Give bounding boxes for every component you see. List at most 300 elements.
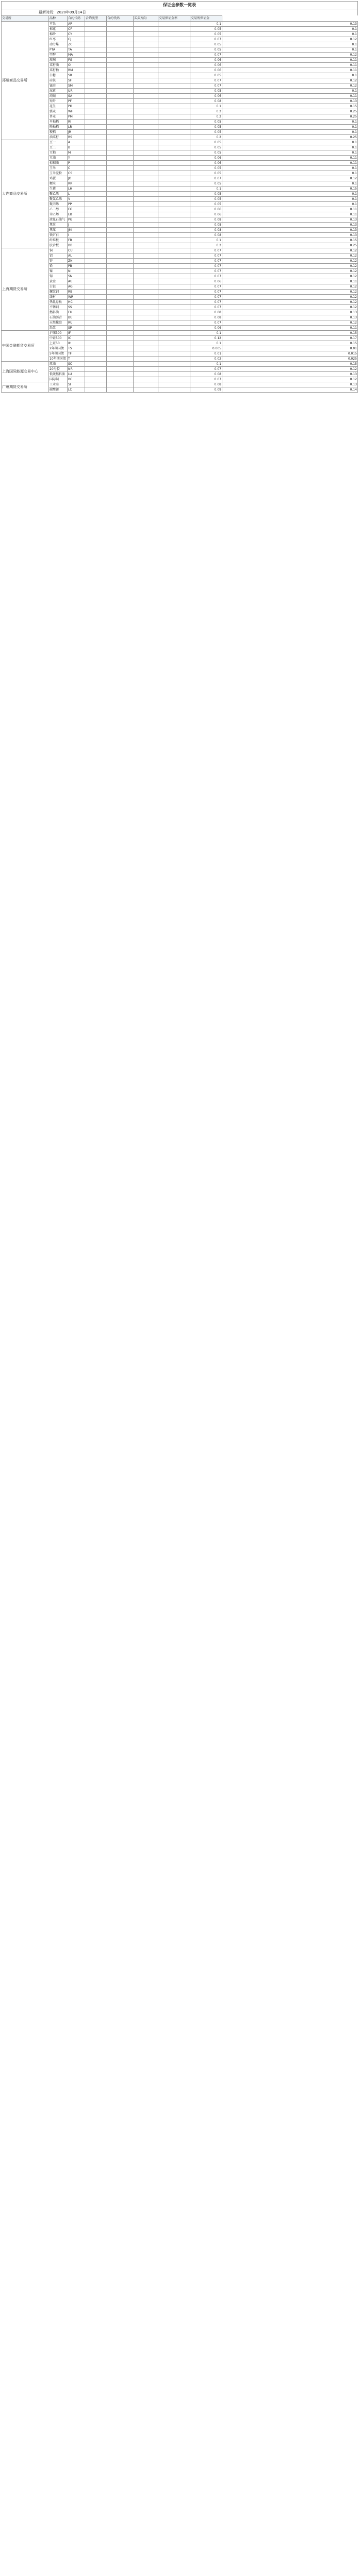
table-cell	[85, 150, 107, 156]
table-cell: 粳稻	[49, 130, 68, 135]
table-cell	[134, 217, 158, 223]
table-cell	[85, 238, 107, 243]
table-cell: 0.07	[190, 259, 222, 264]
table-cell	[85, 233, 107, 238]
table-cell	[134, 248, 158, 253]
table-cell	[158, 114, 190, 120]
table-cell	[85, 259, 107, 264]
table-row	[2, 58, 358, 63]
table-cell	[134, 32, 158, 37]
table-cell: 0.07	[190, 176, 222, 181]
table-cell	[134, 362, 158, 367]
table-row	[2, 109, 358, 114]
table-cell: 0.05	[190, 166, 222, 171]
table-cell	[107, 217, 134, 223]
table-cell: 0.05	[190, 73, 222, 78]
table-cell	[107, 351, 134, 357]
table-cell: 0.05	[190, 202, 222, 207]
table-cell	[107, 89, 134, 94]
table-cell	[107, 109, 134, 114]
table-cell: 乙二醇	[49, 207, 68, 212]
table-row	[2, 42, 358, 47]
table-cell	[134, 387, 158, 393]
table-cell: 0.25	[222, 243, 358, 248]
table-cell: T	[68, 357, 85, 362]
table-cell	[107, 63, 134, 68]
table-cell: BB	[68, 243, 85, 248]
table-cell: 玉米淀粉	[49, 171, 68, 176]
table-cell: 0.1	[222, 47, 358, 53]
table-cell: 0.15	[222, 341, 358, 346]
table-cell: 0.07	[190, 295, 222, 300]
table-cell	[107, 346, 134, 351]
table-cell: 胶合板	[49, 243, 68, 248]
table-cell: EB	[68, 212, 85, 217]
table-cell: 0.12	[222, 37, 358, 42]
table-cell	[134, 357, 158, 362]
table-cell	[85, 346, 107, 351]
table-row	[2, 377, 358, 382]
table-cell: 0.12	[222, 305, 358, 310]
table-row	[2, 351, 358, 357]
table-cell	[134, 22, 158, 27]
table-cell	[85, 248, 107, 253]
table-cell	[85, 310, 107, 315]
table-cell	[107, 315, 134, 320]
table-cell: ZN	[68, 259, 85, 264]
table-row	[2, 197, 358, 202]
table-cell	[85, 300, 107, 305]
exchange-cell: 广州期货交易所	[2, 382, 49, 393]
table-cell: 菜籽粕	[49, 68, 68, 73]
table-row	[2, 32, 358, 37]
table-cell: 上证50	[49, 341, 68, 346]
table-cell	[107, 295, 134, 300]
table-cell	[85, 156, 107, 161]
table-cell: 0.11	[222, 161, 358, 166]
table-row	[2, 300, 358, 305]
table-cell	[85, 68, 107, 73]
table-cell	[158, 320, 190, 326]
table-cell	[134, 233, 158, 238]
table-cell: 0.1	[190, 187, 222, 192]
table-cell	[158, 269, 190, 274]
table-cell	[134, 269, 158, 274]
table-cell: FG	[68, 58, 85, 63]
table-cell	[158, 274, 190, 279]
table-cell: CF	[68, 27, 85, 32]
table-cell: 油菜籽	[49, 135, 68, 140]
table-cell: 0.25	[222, 135, 358, 140]
table-cell: Y	[68, 156, 85, 161]
table-cell	[107, 187, 134, 192]
table-row	[2, 171, 358, 176]
table-cell	[107, 248, 134, 253]
table-cell: 玉米	[49, 166, 68, 171]
table-row	[2, 248, 358, 253]
table-row	[2, 320, 358, 326]
table-cell: MA	[68, 53, 85, 58]
table-cell: 棉花	[49, 27, 68, 32]
table-cell: RB	[68, 290, 85, 295]
table-cell	[85, 27, 107, 32]
table-cell: 0.06	[190, 279, 222, 284]
table-cell	[158, 166, 190, 171]
table-cell: 0.12	[222, 176, 358, 181]
table-cell: 中证500	[49, 336, 68, 341]
table-cell: FU	[68, 310, 85, 315]
table-row	[2, 295, 358, 300]
table-cell: 0.13	[222, 99, 358, 104]
table-cell	[85, 274, 107, 279]
table-cell	[158, 259, 190, 264]
table-cell	[134, 140, 158, 145]
table-cell: A	[68, 140, 85, 145]
table-cell	[158, 181, 190, 187]
table-cell	[134, 94, 158, 99]
table-row	[2, 114, 358, 120]
table-cell: 0.05	[190, 130, 222, 135]
table-cell: NR	[68, 367, 85, 372]
table-cell	[158, 326, 190, 331]
table-cell	[107, 362, 134, 367]
table-cell: 0.1	[222, 166, 358, 171]
table-cell: 花生	[49, 104, 68, 109]
table-cell: 0.025	[222, 357, 358, 362]
table-cell	[134, 171, 158, 176]
table-cell	[107, 300, 134, 305]
table-cell: RR	[68, 181, 85, 187]
table-row	[2, 284, 358, 290]
table-cell	[134, 135, 158, 140]
table-cell	[134, 73, 158, 78]
table-cell	[107, 114, 134, 120]
table-cell: LC	[68, 387, 85, 393]
table-cell: 0.11	[222, 63, 358, 68]
table-cell: 铅	[49, 264, 68, 269]
table-row	[2, 228, 358, 233]
table-cell: 0.06	[190, 161, 222, 166]
table-row	[2, 187, 358, 192]
table-row	[2, 166, 358, 171]
table-cell: 0.1	[222, 202, 358, 207]
table-cell	[134, 351, 158, 357]
table-cell: WH	[68, 109, 85, 114]
table-cell: 0.05	[190, 27, 222, 32]
table-cell: 0.13	[222, 233, 358, 238]
table-cell	[85, 223, 107, 228]
table-cell	[134, 130, 158, 135]
table-cell	[134, 207, 158, 212]
table-row	[2, 310, 358, 315]
table-cell: 0.11	[222, 279, 358, 284]
table-cell: 0.2	[190, 135, 222, 140]
table-cell: 0.05	[190, 42, 222, 47]
table-cell: 10年期国债	[49, 357, 68, 362]
table-cell	[158, 161, 190, 166]
table-cell: JR	[68, 130, 85, 135]
table-cell: 0.1	[222, 89, 358, 94]
table-cell	[85, 135, 107, 140]
table-cell: PTA	[49, 47, 68, 53]
table-cell	[134, 228, 158, 233]
table-cell	[85, 161, 107, 166]
table-cell	[85, 351, 107, 357]
table-cell: 0.06	[190, 207, 222, 212]
table-cell: 0.08	[190, 372, 222, 377]
table-cell: 0.11	[222, 207, 358, 212]
table-cell	[85, 58, 107, 63]
table-cell	[158, 223, 190, 228]
table-cell: PB	[68, 264, 85, 269]
table-cell	[134, 264, 158, 269]
table-cell: CJ	[68, 37, 85, 42]
table-cell: 0.05	[190, 192, 222, 197]
table-row	[2, 37, 358, 42]
table-cell	[158, 53, 190, 58]
table-cell: 0.05	[190, 150, 222, 156]
table-cell: 0.12	[222, 377, 358, 382]
table-cell	[158, 331, 190, 336]
table-cell: 聚乙烯	[49, 192, 68, 197]
table-row	[2, 150, 358, 156]
table-cell: 0.13	[222, 372, 358, 377]
table-cell: RM	[68, 68, 85, 73]
table-cell	[107, 99, 134, 104]
table-cell: RI	[68, 120, 85, 125]
table-cell	[85, 47, 107, 53]
table-cell: 0.08	[190, 315, 222, 320]
table-cell	[158, 171, 190, 176]
table-cell	[107, 104, 134, 109]
table-cell: PK	[68, 104, 85, 109]
table-cell: 0.01	[222, 346, 358, 351]
table-cell: 纤维板	[49, 238, 68, 243]
table-cell	[158, 357, 190, 362]
table-cell	[85, 367, 107, 372]
table-cell: 聚氯乙烯	[49, 197, 68, 202]
table-cell	[85, 187, 107, 192]
table-cell: 0.11	[222, 68, 358, 73]
table-cell	[107, 269, 134, 274]
table-row	[2, 63, 358, 68]
table-cell	[85, 217, 107, 223]
table-cell	[158, 197, 190, 202]
table-cell	[107, 367, 134, 372]
table-cell	[134, 372, 158, 377]
exchange-cell: 大连商品交易所	[2, 140, 49, 248]
table-cell: 0.13	[222, 228, 358, 233]
table-row	[2, 253, 358, 259]
table-cell: 0.08	[190, 228, 222, 233]
table-cell: 豆二	[49, 145, 68, 150]
table-cell: 0.06	[190, 94, 222, 99]
table-cell: 0.12	[190, 336, 222, 341]
table-cell	[134, 125, 158, 130]
table-cell: 0.25	[222, 109, 358, 114]
table-cell: AU	[68, 279, 85, 284]
table-cell	[158, 145, 190, 150]
table-row	[2, 223, 358, 228]
table-cell	[134, 310, 158, 315]
table-cell: 0.05	[190, 171, 222, 176]
table-cell	[85, 295, 107, 300]
table-cell: 镍	[49, 269, 68, 274]
table-row	[2, 140, 358, 145]
table-cell: 纯碱	[49, 94, 68, 99]
table-cell	[158, 58, 190, 63]
table-cell: 0.07	[190, 320, 222, 326]
table-cell: 0.06	[190, 156, 222, 161]
table-cell: 0.1	[222, 42, 358, 47]
table-cell	[158, 192, 190, 197]
table-cell	[107, 73, 134, 78]
margin-table	[1, 15, 358, 393]
table-cell: 白银	[49, 284, 68, 290]
table-cell	[134, 197, 158, 202]
table-cell	[107, 32, 134, 37]
table-cell	[134, 150, 158, 156]
table-row	[2, 264, 358, 269]
table-cell: 0.12	[222, 300, 358, 305]
table-cell: 锰硅	[49, 83, 68, 89]
column-header: 合约类型	[85, 16, 107, 22]
table-cell	[158, 32, 190, 37]
table-cell	[134, 42, 158, 47]
table-cell: TA	[68, 47, 85, 53]
table-cell	[158, 346, 190, 351]
table-cell	[107, 290, 134, 295]
table-cell	[158, 89, 190, 94]
table-cell	[85, 78, 107, 83]
table-cell: 0.1	[190, 104, 222, 109]
table-cell: 0.12	[222, 274, 358, 279]
table-cell: 0.07	[190, 253, 222, 259]
table-cell: 豆油	[49, 156, 68, 161]
table-cell	[134, 161, 158, 166]
table-row	[2, 372, 358, 377]
table-cell	[107, 140, 134, 145]
table-cell: 0.14	[222, 387, 358, 393]
table-cell	[85, 202, 107, 207]
table-cell	[107, 284, 134, 290]
table-cell	[85, 372, 107, 377]
table-cell: 0.01	[190, 351, 222, 357]
table-cell: 0.1	[190, 341, 222, 346]
table-row	[2, 357, 358, 362]
table-cell	[134, 367, 158, 372]
table-cell: 动力煤	[49, 42, 68, 47]
table-cell	[134, 253, 158, 259]
table-cell: 0.1	[222, 181, 358, 187]
table-cell	[134, 114, 158, 120]
table-row	[2, 341, 358, 346]
table-row	[2, 243, 358, 248]
table-cell	[158, 156, 190, 161]
table-cell	[107, 264, 134, 269]
table-cell	[107, 372, 134, 377]
table-cell	[158, 63, 190, 68]
table-cell	[158, 367, 190, 372]
table-cell: 液化石油气	[49, 217, 68, 223]
table-cell	[85, 53, 107, 58]
table-cell	[134, 202, 158, 207]
table-cell: 20号胶	[49, 367, 68, 372]
table-row	[2, 279, 358, 284]
table-cell	[134, 243, 158, 248]
table-cell	[134, 187, 158, 192]
table-cell: 0.13	[222, 382, 358, 387]
table-cell	[134, 238, 158, 243]
table-cell	[107, 212, 134, 217]
table-cell	[158, 315, 190, 320]
table-cell	[134, 176, 158, 181]
table-cell: SR	[68, 73, 85, 78]
table-row	[2, 217, 358, 223]
table-cell: 碳酸锂	[49, 387, 68, 393]
table-cell: HC	[68, 300, 85, 305]
table-cell	[85, 336, 107, 341]
table-cell	[158, 217, 190, 223]
table-cell: RS	[68, 135, 85, 140]
table-header-row	[2, 16, 358, 22]
table-cell	[85, 284, 107, 290]
table-cell	[158, 300, 190, 305]
table-cell	[107, 27, 134, 32]
table-cell	[107, 357, 134, 362]
table-row	[2, 181, 358, 187]
column-header: 品种	[49, 16, 68, 22]
table-cell: 螺纹钢	[49, 290, 68, 295]
table-cell: 白糖	[49, 73, 68, 78]
table-cell	[85, 305, 107, 310]
table-cell	[158, 47, 190, 53]
table-cell	[158, 290, 190, 295]
table-row	[2, 120, 358, 125]
table-cell: 0.1	[222, 197, 358, 202]
table-cell: 甲醇	[49, 53, 68, 58]
table-cell	[158, 94, 190, 99]
table-row	[2, 233, 358, 238]
table-cell	[85, 166, 107, 171]
table-cell: 锡	[49, 274, 68, 279]
table-row	[2, 135, 358, 140]
table-cell	[107, 305, 134, 310]
table-cell	[107, 336, 134, 341]
table-cell: TS	[68, 346, 85, 351]
table-cell: 0.05	[190, 32, 222, 37]
table-row	[2, 27, 358, 32]
table-cell: 0.07	[190, 264, 222, 269]
table-cell	[134, 156, 158, 161]
table-cell	[134, 27, 158, 32]
table-cell	[85, 32, 107, 37]
table-row	[2, 78, 358, 83]
table-cell: 焦煤	[49, 228, 68, 233]
table-cell	[158, 109, 190, 114]
table-cell	[107, 228, 134, 233]
table-row	[2, 315, 358, 320]
table-cell	[85, 320, 107, 326]
table-cell	[158, 78, 190, 83]
table-cell: 0.11	[222, 94, 358, 99]
table-cell: 0.15	[222, 104, 358, 109]
table-cell: WR	[68, 295, 85, 300]
table-cell	[158, 135, 190, 140]
table-cell	[107, 233, 134, 238]
exchange-cell: 上海国际能源交易中心	[2, 362, 49, 382]
table-cell	[85, 130, 107, 135]
